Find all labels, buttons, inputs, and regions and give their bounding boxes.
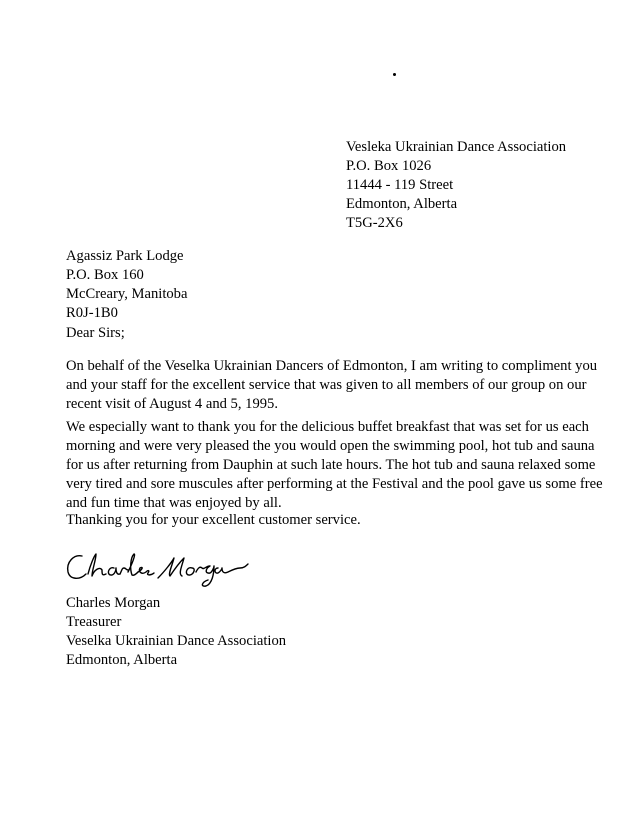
recipient-address [66,247,187,323]
paragraph-line: On behalf of the Veselka Ukrainian Dancers of Edmonton, I am writing to compliment you [66,358,598,374]
signer-organization: Veselka Ukrainian Dance Association [66,633,287,649]
paragraph-line: morning and were very pleased the you would open the swimming pool, hot tub and sauna [66,438,595,454]
body-paragraph-1 [66,357,598,414]
sender-name: Vesleka Ukrainian Dance Association [346,139,567,155]
sender-city: Edmonton, Alberta [346,196,458,212]
recipient-postal-code: R0J-1B0 [66,305,118,321]
paragraph-line: and your staff for the excellent service that was given to all members of our group on our [66,377,587,393]
paragraph-line: recent visit of August 4 and 5, 1995. [66,396,278,412]
closing-line: Thanking you for your excellent customer service. [66,512,361,528]
sender-postal-code: T5G-2X6 [346,215,403,231]
sender-street: 11444 - 119 Street [346,177,454,193]
handwritten-signature [60,544,260,594]
salutation: Dear Sirs; [66,325,125,341]
sender-po-box: P.O. Box 1026 [346,158,432,174]
body-paragraph-2 [66,418,603,513]
paragraph-line: and fun time that was enjoyed by all. [66,495,282,511]
sender-address [346,138,566,233]
recipient-po-box: P.O. Box 160 [66,267,144,283]
signer-city: Edmonton, Alberta [66,652,178,668]
signer-name: Charles Morgan [66,595,161,611]
paragraph-line: for us after returning from Dauphin at such late hours. The hot tub and sauna relaxed some [66,457,596,473]
paragraph-line: We especially want to thank you for the delicious buffet breakfast that was set for us each [66,419,589,435]
recipient-name: Agassiz Park Lodge [66,248,184,264]
paragraph-line: very tired and sore muscules after performing at the Festival and the pool gave us some free [66,476,603,492]
signature-block [66,594,286,670]
signer-title: Treasurer [66,614,122,630]
stray-mark [393,73,396,76]
recipient-city: McCreary, Manitoba [66,286,188,302]
